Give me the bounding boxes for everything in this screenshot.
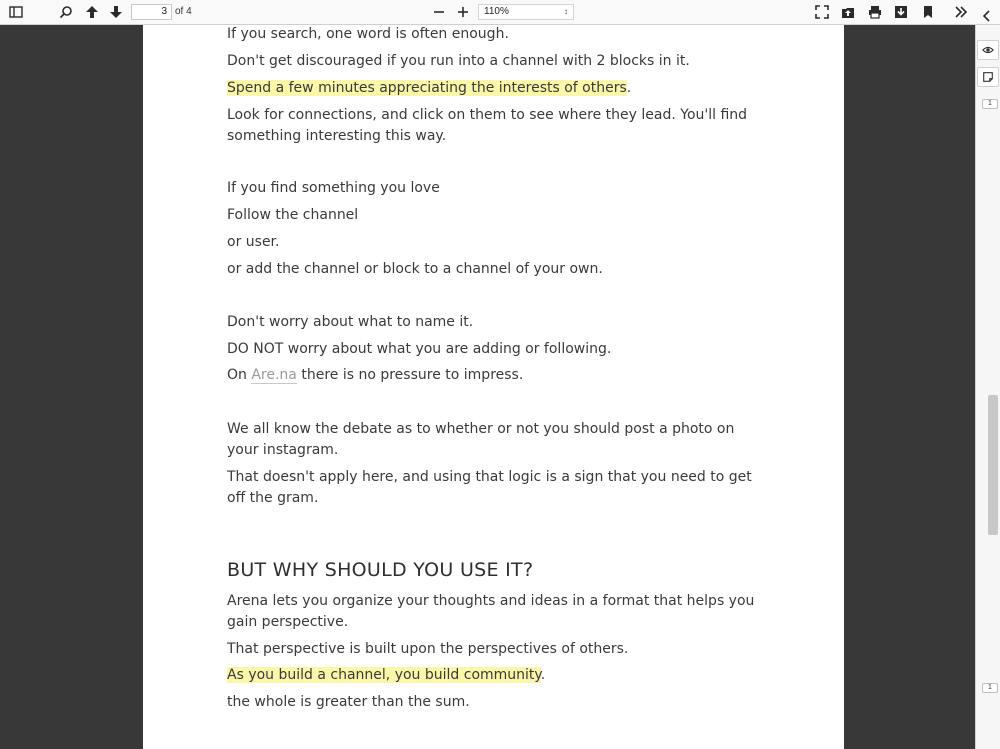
text-line: Arena lets you organize your thoughts and ideas in a format that helps you gain perspective.: [227, 593, 755, 630]
text-line: That doesn't apply here, and using that logic is a sign that you need to get off the gram.: [227, 469, 752, 506]
annotation-count-badge[interactable]: 1: [982, 99, 998, 109]
text-line: Follow the channel: [227, 207, 359, 223]
text-fragment: .: [626, 80, 632, 96]
document-viewer[interactable]: [0, 25, 975, 749]
zoom-select[interactable]: [478, 4, 574, 20]
bookmark-icon[interactable]: [918, 3, 938, 21]
highlight-annotation[interactable]: Spend a few minutes appreciating the interests of others: [227, 80, 627, 96]
previous-page-icon[interactable]: [82, 3, 102, 21]
text-line: or user.: [227, 234, 280, 250]
annotation-count-badge[interactable]: 1: [982, 683, 998, 693]
arena-link[interactable]: Are.na: [251, 367, 297, 383]
text-line: or add the channel or block to a channel of your own.: [227, 261, 603, 277]
open-file-icon[interactable]: [838, 3, 858, 21]
page-count-label: of 4: [175, 6, 192, 17]
chevron-updown-icon: ↕: [564, 7, 568, 16]
text-line: [227, 78, 767, 99]
text-line: Don't worry about what to name it.: [227, 314, 474, 330]
text-line: [227, 365, 767, 386]
text-line: DO NOT worry about what you are adding or following.: [227, 341, 612, 357]
text-fragment: On: [227, 367, 252, 383]
chevron-left-icon[interactable]: [978, 7, 996, 25]
eye-icon[interactable]: [977, 40, 999, 60]
text-line: Don't get discouraged if you run into a channel with 2 blocks in it.: [227, 53, 690, 69]
print-icon[interactable]: [865, 3, 885, 21]
text-line: [227, 665, 767, 686]
text-fragment: .: [540, 667, 546, 683]
text-line: Look for connections, and click on them to see where they lead. You'll find something interesting this way.: [227, 107, 748, 144]
text-fragment: there is no pressure to impress.: [296, 367, 524, 383]
search-icon[interactable]: [56, 3, 76, 21]
section-heading: BUT WHY SHOULD YOU USE IT?: [227, 559, 534, 581]
presentation-icon[interactable]: [812, 3, 832, 21]
scrollbar-thumb[interactable]: [988, 395, 998, 535]
text-line: If you search, one word is often enough.: [227, 26, 509, 42]
pdf-page: [143, 25, 844, 749]
zoom-in-icon[interactable]: [453, 3, 473, 21]
text-line: We all know the debate as to whether or not you should post a photo on your instagram.: [227, 421, 735, 458]
page-number-input[interactable]: 3: [131, 4, 172, 20]
pdf-toolbar: [0, 0, 1000, 25]
text-line: If you find something you love: [227, 180, 440, 196]
download-icon[interactable]: [891, 3, 911, 21]
highlight-annotation[interactable]: As you build a channel, you build community: [227, 667, 541, 683]
tools-icon[interactable]: [951, 3, 971, 21]
text-line: the whole is greater than the sum.: [227, 694, 470, 710]
zoom-out-icon[interactable]: [429, 3, 449, 21]
next-page-icon[interactable]: [106, 3, 126, 21]
zoom-value: 110%: [484, 6, 509, 17]
sticky-note-icon[interactable]: [977, 67, 999, 87]
text-line: That perspective is built upon the perspectives of others.: [227, 641, 629, 657]
annotation-sidebar: [975, 25, 1000, 749]
sidebar-toggle-icon[interactable]: [6, 3, 26, 21]
